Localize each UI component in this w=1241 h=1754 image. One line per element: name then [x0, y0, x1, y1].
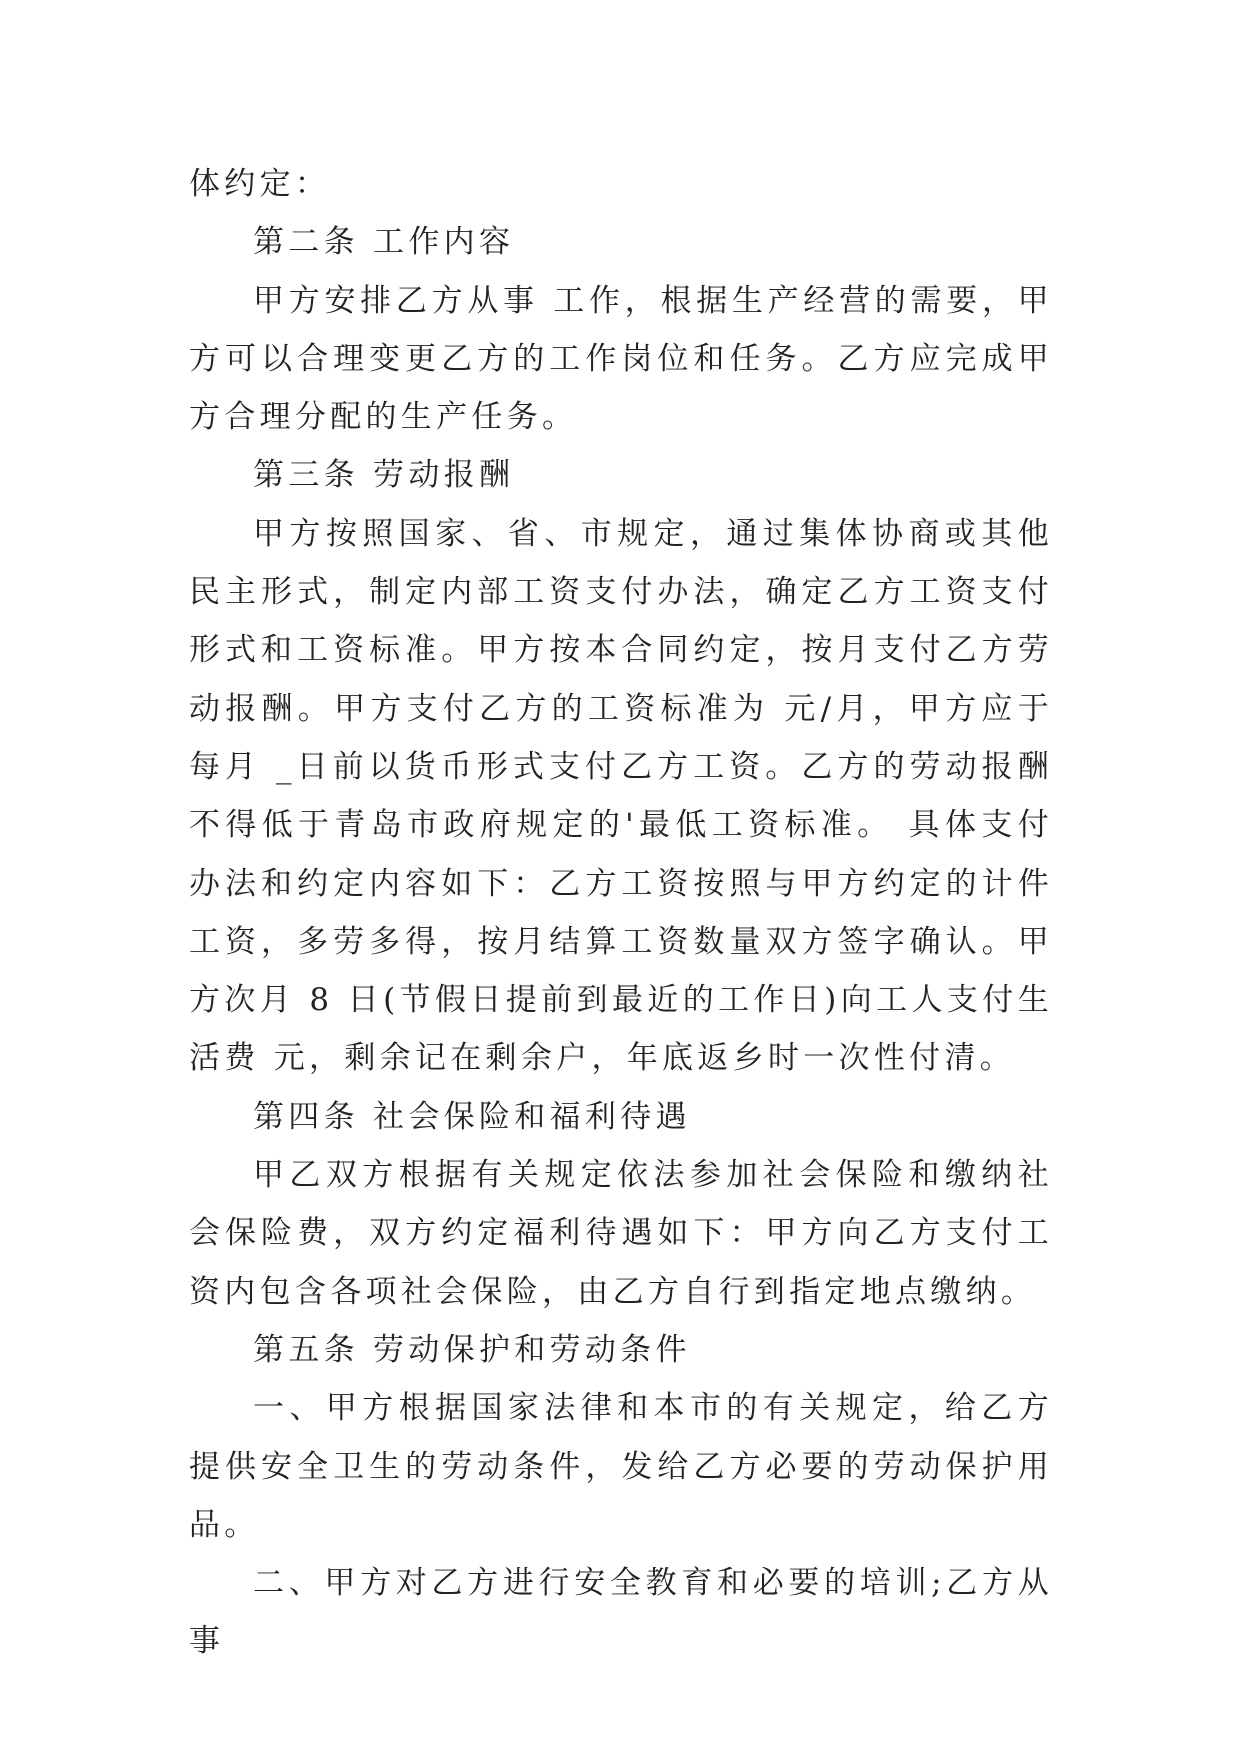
article-5-heading: 第五条 劳动保护和劳动条件 [253, 1331, 691, 1368]
document-body [189, 155, 1053, 1671]
article-5-item-2: 二、甲方对乙方进行安全教育和必要的培训;乙方从事 [189, 1565, 1053, 1660]
article-4-body: 甲乙双方根据有关规定依法参加社会保险和缴纳社会保险费，双方约定福利待遇如下：甲方向乙方支付工资内包含各项社会保险，由乙方自行到指定地点缴纳。 [189, 1157, 1053, 1310]
article-3-heading: 第三条 劳动报酬 [253, 457, 515, 494]
article-4-heading: 第四条 社会保险和福利待遇 [253, 1098, 691, 1135]
article-2-heading: 第二条 工作内容 [253, 224, 515, 261]
article-2-body: 甲方安排乙方从事 工作，根据生产经营的需要，甲方可以合理变更乙方的工作岗位和任务。乙方应完成甲方合理分配的生产任务。 [189, 282, 1053, 436]
paragraph-continuation: 体约定： [189, 166, 331, 202]
article-5-item-1: 一、甲方根据国家法律和本市的有关规定，给乙方提供安全卫生的劳动条件，发给乙方必要的劳动保护用品。 [189, 1390, 1053, 1543]
article-3-body: 甲方按照国家、省、市规定，通过集体协商或其他民主形式，制定内部工资支付办法，确定乙方工资支付形式和工资标准。甲方按本合同约定，按月支付乙方劳动报酬。甲方支付乙方的工资标准为 元/月，甲方应于每月 _日前以货币形式支付乙方工资。乙方的劳动报酬不得低于青岛市政府规定的'最低工资标准。 具体支付办法和约定内容如下：乙方工资按照与甲方约定的计件工资，多劳多得，按月结算工资数量双方签字确认。甲方次月 8 日(节假日提前到最近的工作日)向工人支付生活费 元，剩余记在剩余户，年底返乡时一次性付清。 [189, 515, 1053, 1077]
